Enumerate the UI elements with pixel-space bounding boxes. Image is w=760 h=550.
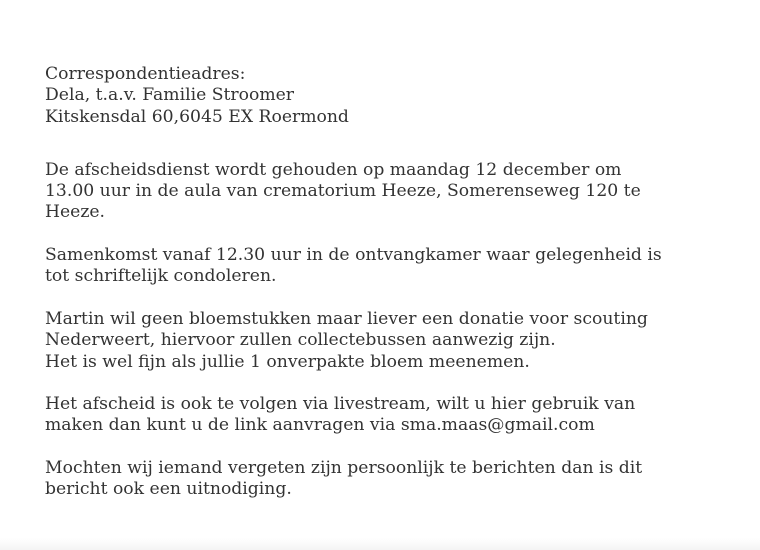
paragraph-line: Martin wil geen bloemstukken maar liever een donatie voor scouting [45, 308, 648, 329]
paragraph-service [45, 160, 735, 224]
paragraph-line: 13.00 uur in de aula van crematorium Heeze, Somerenseweg 120 te [45, 181, 641, 202]
paragraph-line: Het afscheid is ook te volgen via livestream, wilt u hier gebruik van [45, 394, 636, 415]
paragraph-livestream [45, 394, 735, 437]
letter-body [45, 64, 735, 501]
spacer [45, 437, 735, 458]
paragraph-line: Nederweert, hiervoor zullen collectebussen aanwezig zijn. [45, 330, 556, 351]
paragraph-line: Heeze. [45, 202, 106, 223]
spacer [45, 288, 735, 309]
address-label: Correspondentieadres: [45, 64, 246, 84]
paragraph-line: Samenkomst vanaf 12.30 uur in de ontvangkamer waar gelegenheid is [45, 245, 662, 266]
correspondence-address [45, 64, 735, 128]
paragraph-line: Het is wel fijn als jullie 1 onverpakte bloem meenemen. [45, 351, 530, 372]
paragraph-invitation [45, 458, 735, 501]
paragraph-line: maken dan kunt u de link aanvragen via sma.maas@gmail.com [45, 415, 595, 436]
spacer [45, 373, 735, 394]
paragraph-line: tot schriftelijk condoleren. [45, 266, 277, 287]
page-bottom-edge [0, 538, 760, 550]
address-street: Kitskensdal 60,6045 EX Roermond [45, 106, 349, 127]
paragraph-line: Mochten wij iemand vergeten zijn persoonlijk te berichten dan is dit [45, 458, 643, 479]
paragraph-line: De afscheidsdienst wordt gehouden op maandag 12 december om [45, 159, 622, 180]
paragraph-line: bericht ook een uitnodiging. [45, 479, 292, 500]
paragraph-donation [45, 309, 735, 373]
spacer [45, 224, 735, 245]
address-name: Dela, t.a.v. Familie Stroomer [45, 85, 295, 106]
spacer [45, 128, 735, 160]
paragraph-gathering [45, 245, 735, 288]
